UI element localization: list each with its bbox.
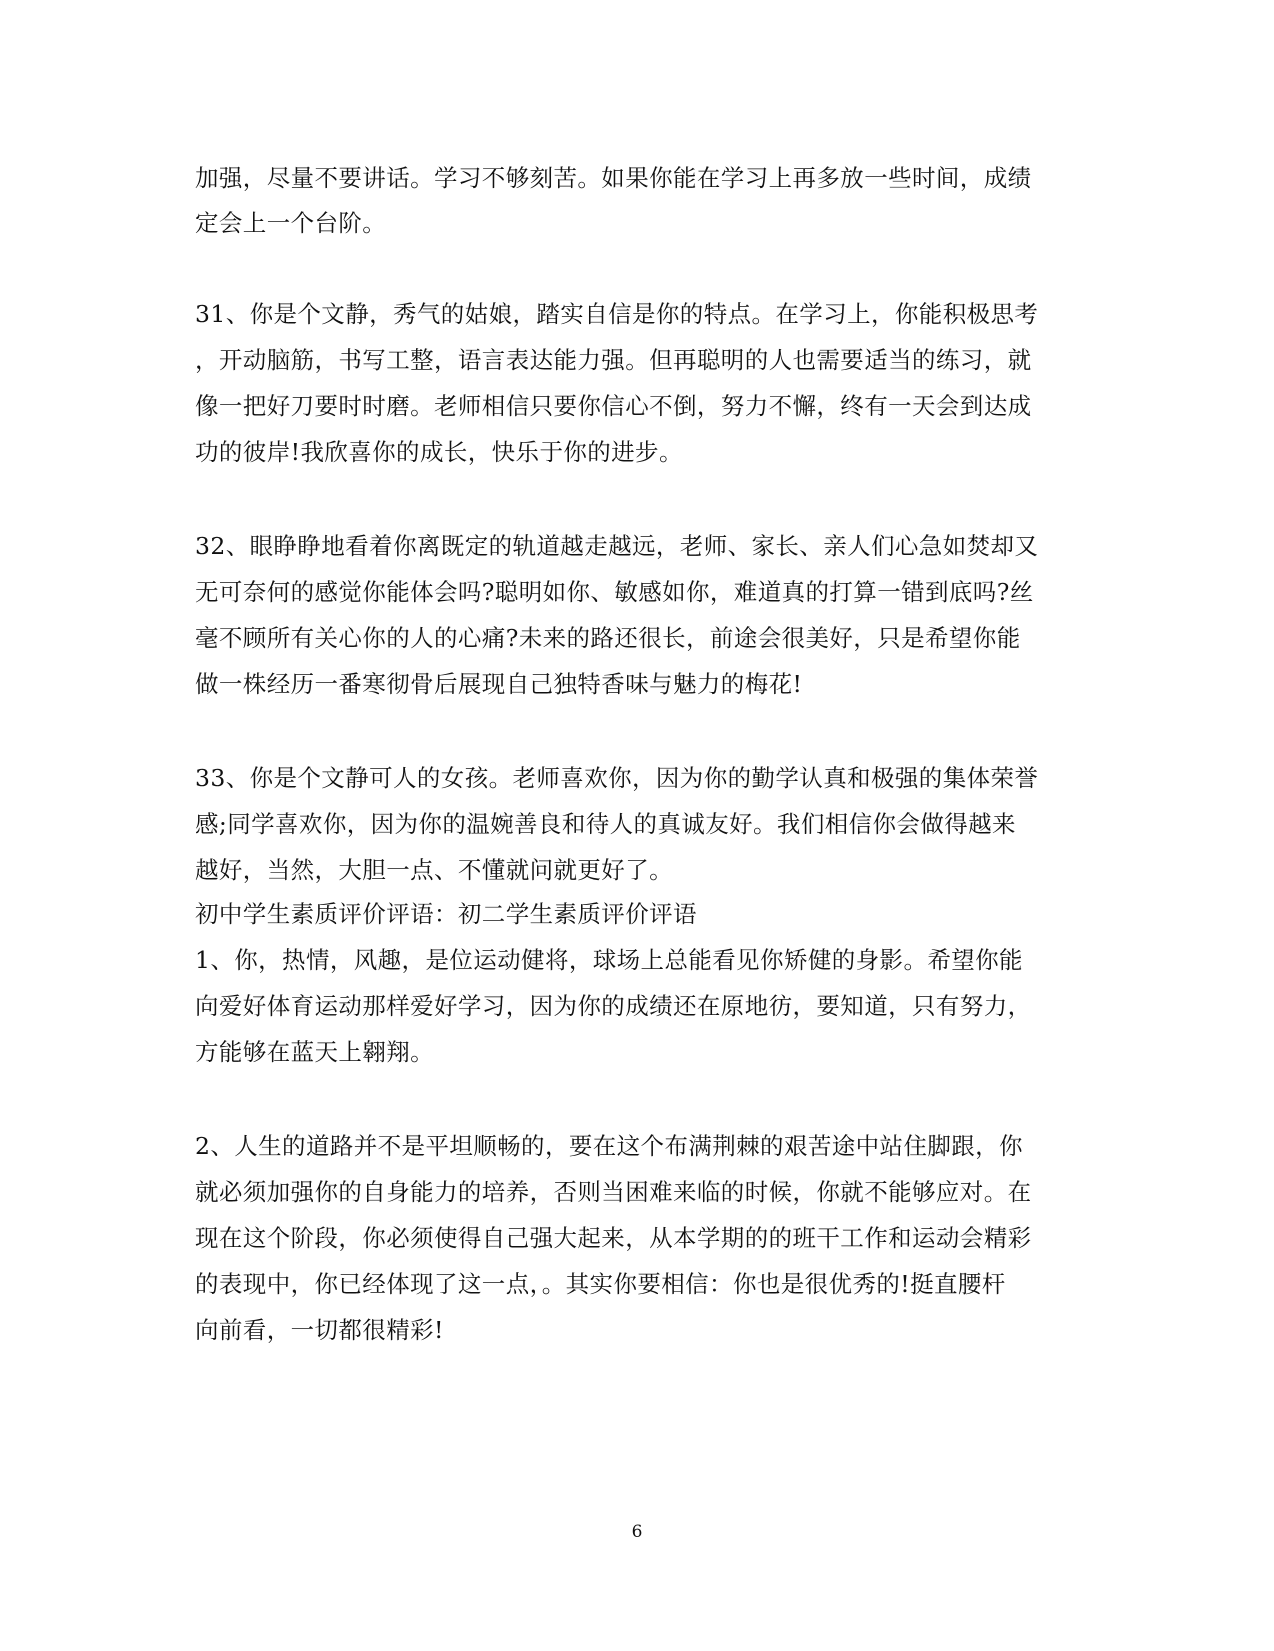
text-line: 32、眼睁睁地看着你离既定的轨道越走越远，老师、家长、亲人们心急如焚却又 (195, 532, 1039, 560)
text-line: 加强，尽量不要讲话。学习不够刻苦。如果你能在学习上再多放一些时间，成绩 (195, 164, 1032, 192)
text-line: 越好，当然，大胆一点、不懂就问就更好了。 (195, 856, 673, 884)
text-line: 向前看，一切都很精彩! (195, 1316, 444, 1344)
text-line: 像一把好刀要时时磨。老师相信只要你信心不倒，努力不懈，终有一天会到达成 (195, 392, 1032, 420)
text-line: 1、你，热情，风趣，是位运动健将，球场上总能看见你矫健的身影。希望你能 (195, 946, 1023, 974)
page-number: 6 (631, 1522, 643, 1542)
text-line: 定会上一个台阶。 (195, 209, 387, 237)
text-line: 毫不顾所有关心你的人的心痛?未来的路还很长，前途会很美好，只是希望你能 (195, 624, 1021, 652)
text-line: 就必须加强你的自身能力的培养，否则当困难来临的时候，你就不能够应对。在 (195, 1178, 1032, 1206)
text-line: 向爱好体育运动那样爱好学习，因为你的成绩还在原地彷，要知道，只有努力， (195, 992, 1032, 1020)
text-line: 31、你是个文静，秀气的姑娘，踏实自信是你的特点。在学习上，你能积极思考 (195, 300, 1039, 328)
text-line: 的表现中，你已经体现了这一点，。其实你要相信：你也是很优秀的!挺直腰杆 (195, 1270, 1006, 1298)
text-line: 功的彼岸!我欣喜你的成长，快乐于你的进步。 (195, 438, 683, 466)
text-line: 现在这个阶段，你必须使得自己强大起来，从本学期的的班干工作和运动会精彩 (195, 1224, 1032, 1252)
text-line: 无可奈何的感觉你能体会吗?聪明如你、敏感如你，难道真的打算一错到底吗?丝 (195, 578, 1034, 606)
text-line: 33、你是个文静可人的女孩。老师喜欢你，因为你的勤学认真和极强的集体荣誉 (195, 764, 1039, 792)
text-line: ，开动脑筋，书写工整，语言表达能力强。但再聪明的人也需要适当的练习，就 (195, 346, 1032, 374)
text-line: 感;同学喜欢你，因为你的温婉善良和待人的真诚友好。我们相信你会做得越来 (195, 810, 1016, 838)
section-heading: 初中学生素质评价评语：初二学生素质评价评语 (195, 900, 697, 928)
text-line: 方能够在蓝天上翱翔。 (195, 1038, 434, 1066)
text-line: 2、人生的道路并不是平坦顺畅的，要在这个布满荆棘的艰苦途中站住脚跟，你 (195, 1132, 1023, 1160)
text-line: 做一株经历一番寒彻骨后展现自己独特香味与魅力的梅花! (195, 670, 803, 698)
